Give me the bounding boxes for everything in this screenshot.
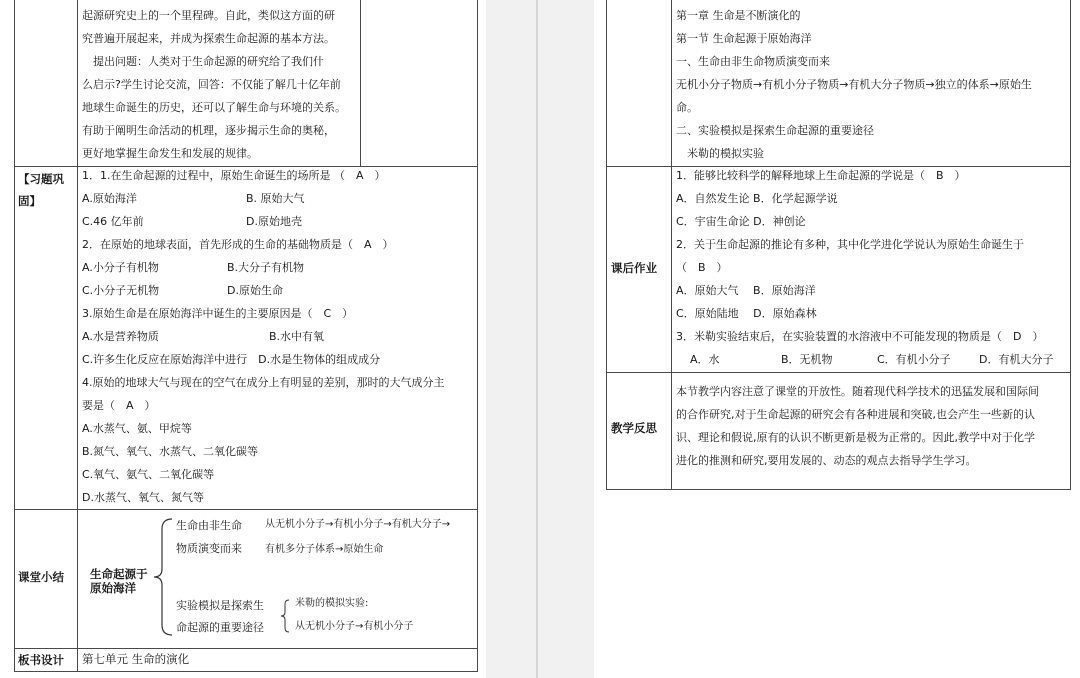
paragraph-line: 有助于阐明生命活动的机理，逐步揭示生命的奥秘， [82,124,335,137]
hw-question-2: 2．关于生命起源的推论有多种，其中化学进化学说认为原始生命诞生于 [676,238,1024,251]
question-4: 4.原始的地球大气与现在的空气在成分上有明显的差别，那时的大气成分主 [82,376,445,389]
reflection-line: 本节教学内容注意了课堂的开放性。随着现代科学技术的迅猛发展和国际间 [676,385,1039,398]
table-col-divider [671,0,672,490]
table-col-divider [77,0,78,672]
board-label: 板书设计 [18,653,64,667]
summary-branch1-detail1: 从无机小分子→有机小分子→有机大分子→ [265,519,451,530]
option-a: A.水蒸气、氨、甲烷等 [82,422,192,435]
summary-branch2-line1: 实验模拟是探索生 [176,599,264,612]
row-divider [606,372,1071,373]
option-cd: C.许多生化反应在原始海洋中进行 D.水是生物体的组成成分 [82,353,381,366]
hw-question-1: 1．能够比较科学的解释地球上生命起源的学说是（ B ） [676,169,966,182]
reflection-line: 的合作研究,对于生命起源的研究会有各种进展和突破,也会产生一些新的认 [676,408,1035,421]
row-divider [14,648,478,649]
option-c: C.46 亿年前 [82,215,144,228]
hw-option-a: A．水 [690,353,720,366]
outline-line: 一、生命由非生命物质演变而来 [676,55,830,68]
option-d: D.原始地壳 [246,215,302,228]
option-d: D.水蒸气、氧气、氮气等 [82,491,204,504]
outline-line: 米勒的模拟实验 [676,147,764,160]
inner-col-divider [360,0,361,166]
hw-options: A．自然发生论 B．化学起源学说 [676,192,838,205]
option-b: B.氮气、氧气、水蒸气、二氧化碳等 [82,445,259,458]
reflection-line: 进化的推测和研究,要用发展的、动态的观点去指导学生学习。 [676,454,977,467]
paragraph-line: 更好地掌握生命发生和发展的规律。 [82,147,258,160]
row-divider [14,671,478,672]
summary-branch1-detail2: 有机多分子体系→原始生命 [265,544,384,555]
paragraph-line: 么启示?学生讨论交流，回答：不仅能了解几十亿年前 [82,78,341,91]
row-divider [606,166,1071,167]
question-3: 3.原始生命是在原始海洋中诞生的主要原因是（ C ） [82,307,354,320]
reflection-line: 识、理论和假说,原有的认识不断更新是极为正常的。因此,教学中对于化学 [676,431,1035,444]
question-2: 2．在原始的地球表面，首先形成的生命的基础物质是（ A ） [82,238,394,251]
summary-root-line1: 生命起源于 [90,567,148,581]
option-b: B.水中有氧 [269,330,325,343]
hw-options: A．原始大气 B．原始海洋 [676,284,816,297]
hw-option-b: B．无机物 [781,353,833,366]
exercise-label-line2: 固】 [18,194,41,208]
paragraph-line: 起源研究史上的一个里程碑。自此，类似这方面的研 [82,9,335,22]
row-divider [14,509,478,510]
table-border-left [606,0,607,490]
option-c: C.氧气、氨气、二氧化碳等 [82,468,215,481]
hw-question-3: 3．米勒实验结束后，在实验装置的水溶液中不可能发现的物质是（ D ） [676,330,1044,343]
option-d: D.原始生命 [227,284,283,297]
left-page [0,0,486,678]
paragraph-line: 提出问题：人类对于生命起源的研究给了我们什 [82,55,324,68]
option-b: B. 原始大气 [246,192,305,205]
hw-option-c: C．有机小分子 [877,353,951,366]
question-4-cont: 要是（ A ） [82,399,156,412]
summary-branch1-line2: 物质演变而来 [176,542,242,555]
summary-root-line2: 原始海洋 [90,581,136,595]
exercise-label-line1: 【习题巩 [18,172,64,186]
summary-branch2-detail2: 从无机小分子→有机小分子 [295,621,414,632]
outline-line: 第一节 生命起源于原始海洋 [676,32,812,45]
row-divider [606,489,1071,490]
summary-branch2-detail1: 米勒的模拟实验: [295,598,369,609]
row-divider [14,166,478,167]
reflection-label: 教学反思 [611,421,657,435]
table-border-right [477,0,478,672]
table-border-left [14,0,15,672]
summary-branch2-line2: 命起源的重要途径 [176,621,264,634]
paragraph-line: 究普遍开展起来，并成为探索生命起源的基本方法。 [82,32,335,45]
question-1: 1．1.在生命起源的过程中，原始生命诞生的场所是 （ A ） [82,169,386,182]
hw-options: C．原始陆地 D．原始森林 [676,307,817,320]
option-a: A.原始海洋 [82,192,137,205]
hw-option-d: D．有机大分子 [979,353,1054,366]
outline-line: 命。 [676,101,698,114]
option-a: A.小分子有机物 [82,261,159,274]
table-border-right [1070,0,1071,490]
option-b: B.大分子有机物 [227,261,305,274]
summary-label: 课堂小结 [18,570,64,584]
option-c: C.小分子无机物 [82,284,160,297]
board-text: 第七单元 生命的演化 [82,652,190,666]
option-a: A.水是营养物质 [82,330,159,343]
summary-branch1-line1: 生命由非生命 [176,519,242,532]
paragraph-line: 地球生命诞生的历史，还可以了解生命与环境的关系。 [82,101,346,114]
homework-label: 课后作业 [611,261,657,275]
page-gap [486,0,594,678]
hw-question-2-cont: （ B ） [676,261,728,274]
outline-line: 无机小分子物质→有机小分子物质→有机大分子物质→独立的体系→原始生 [676,78,1032,91]
outline-line: 第一章 生命是不断演化的 [676,9,801,22]
summary-brace-sub [278,598,292,634]
hw-options: C．宇宙生命论 D．神创论 [676,215,806,228]
outline-line: 二、实验模拟是探索生命起源的重要途径 [676,124,874,137]
right-page [594,0,1080,678]
